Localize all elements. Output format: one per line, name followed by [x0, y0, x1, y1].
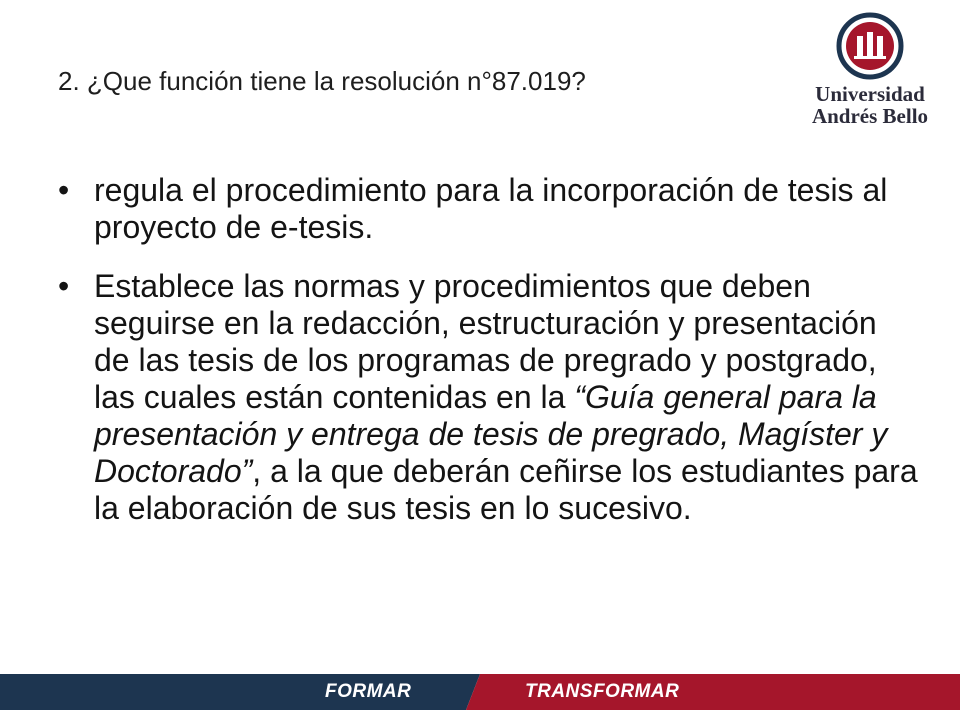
logo-text-line2: Andrés Bello: [811, 104, 929, 128]
footer-label-transformar: TRANSFORMAR: [525, 681, 680, 702]
bullet-dot: •: [58, 172, 70, 208]
guide-title-quote: “Guía general para la presentación y entrega de tesis de pregrado, Magíster y Doctorado”: [94, 379, 888, 489]
bullet-text-start: Establece las normas y procedimientos que deben seguirse en la redacción, estructuración y presentación de las tesis de los programas de pregrado y postgrado, las cuales están contenidas en la: [94, 268, 877, 415]
footer-bar: [0, 674, 960, 710]
bullet-item: [58, 172, 920, 246]
bullet-dot: •: [58, 268, 70, 304]
university-logo: [800, 12, 940, 128]
bullet-item: [58, 268, 920, 527]
bullet-list: [58, 172, 920, 549]
bullet-text: regula el procedimiento para la incorporación de tesis al proyecto de e-tesis.: [94, 172, 888, 245]
footer-label-formar: FORMAR: [325, 681, 412, 702]
university-crest-icon: [836, 12, 904, 80]
bullet-text-end: , a la que deberán ceñirse los estudiantes para la elaboración de sus tesis en lo sucesivo.: [94, 453, 918, 526]
logo-text-line1: Universidad: [815, 82, 925, 106]
slide-title: 2. ¿Que función tiene la resolución n°87.019?: [58, 66, 586, 96]
